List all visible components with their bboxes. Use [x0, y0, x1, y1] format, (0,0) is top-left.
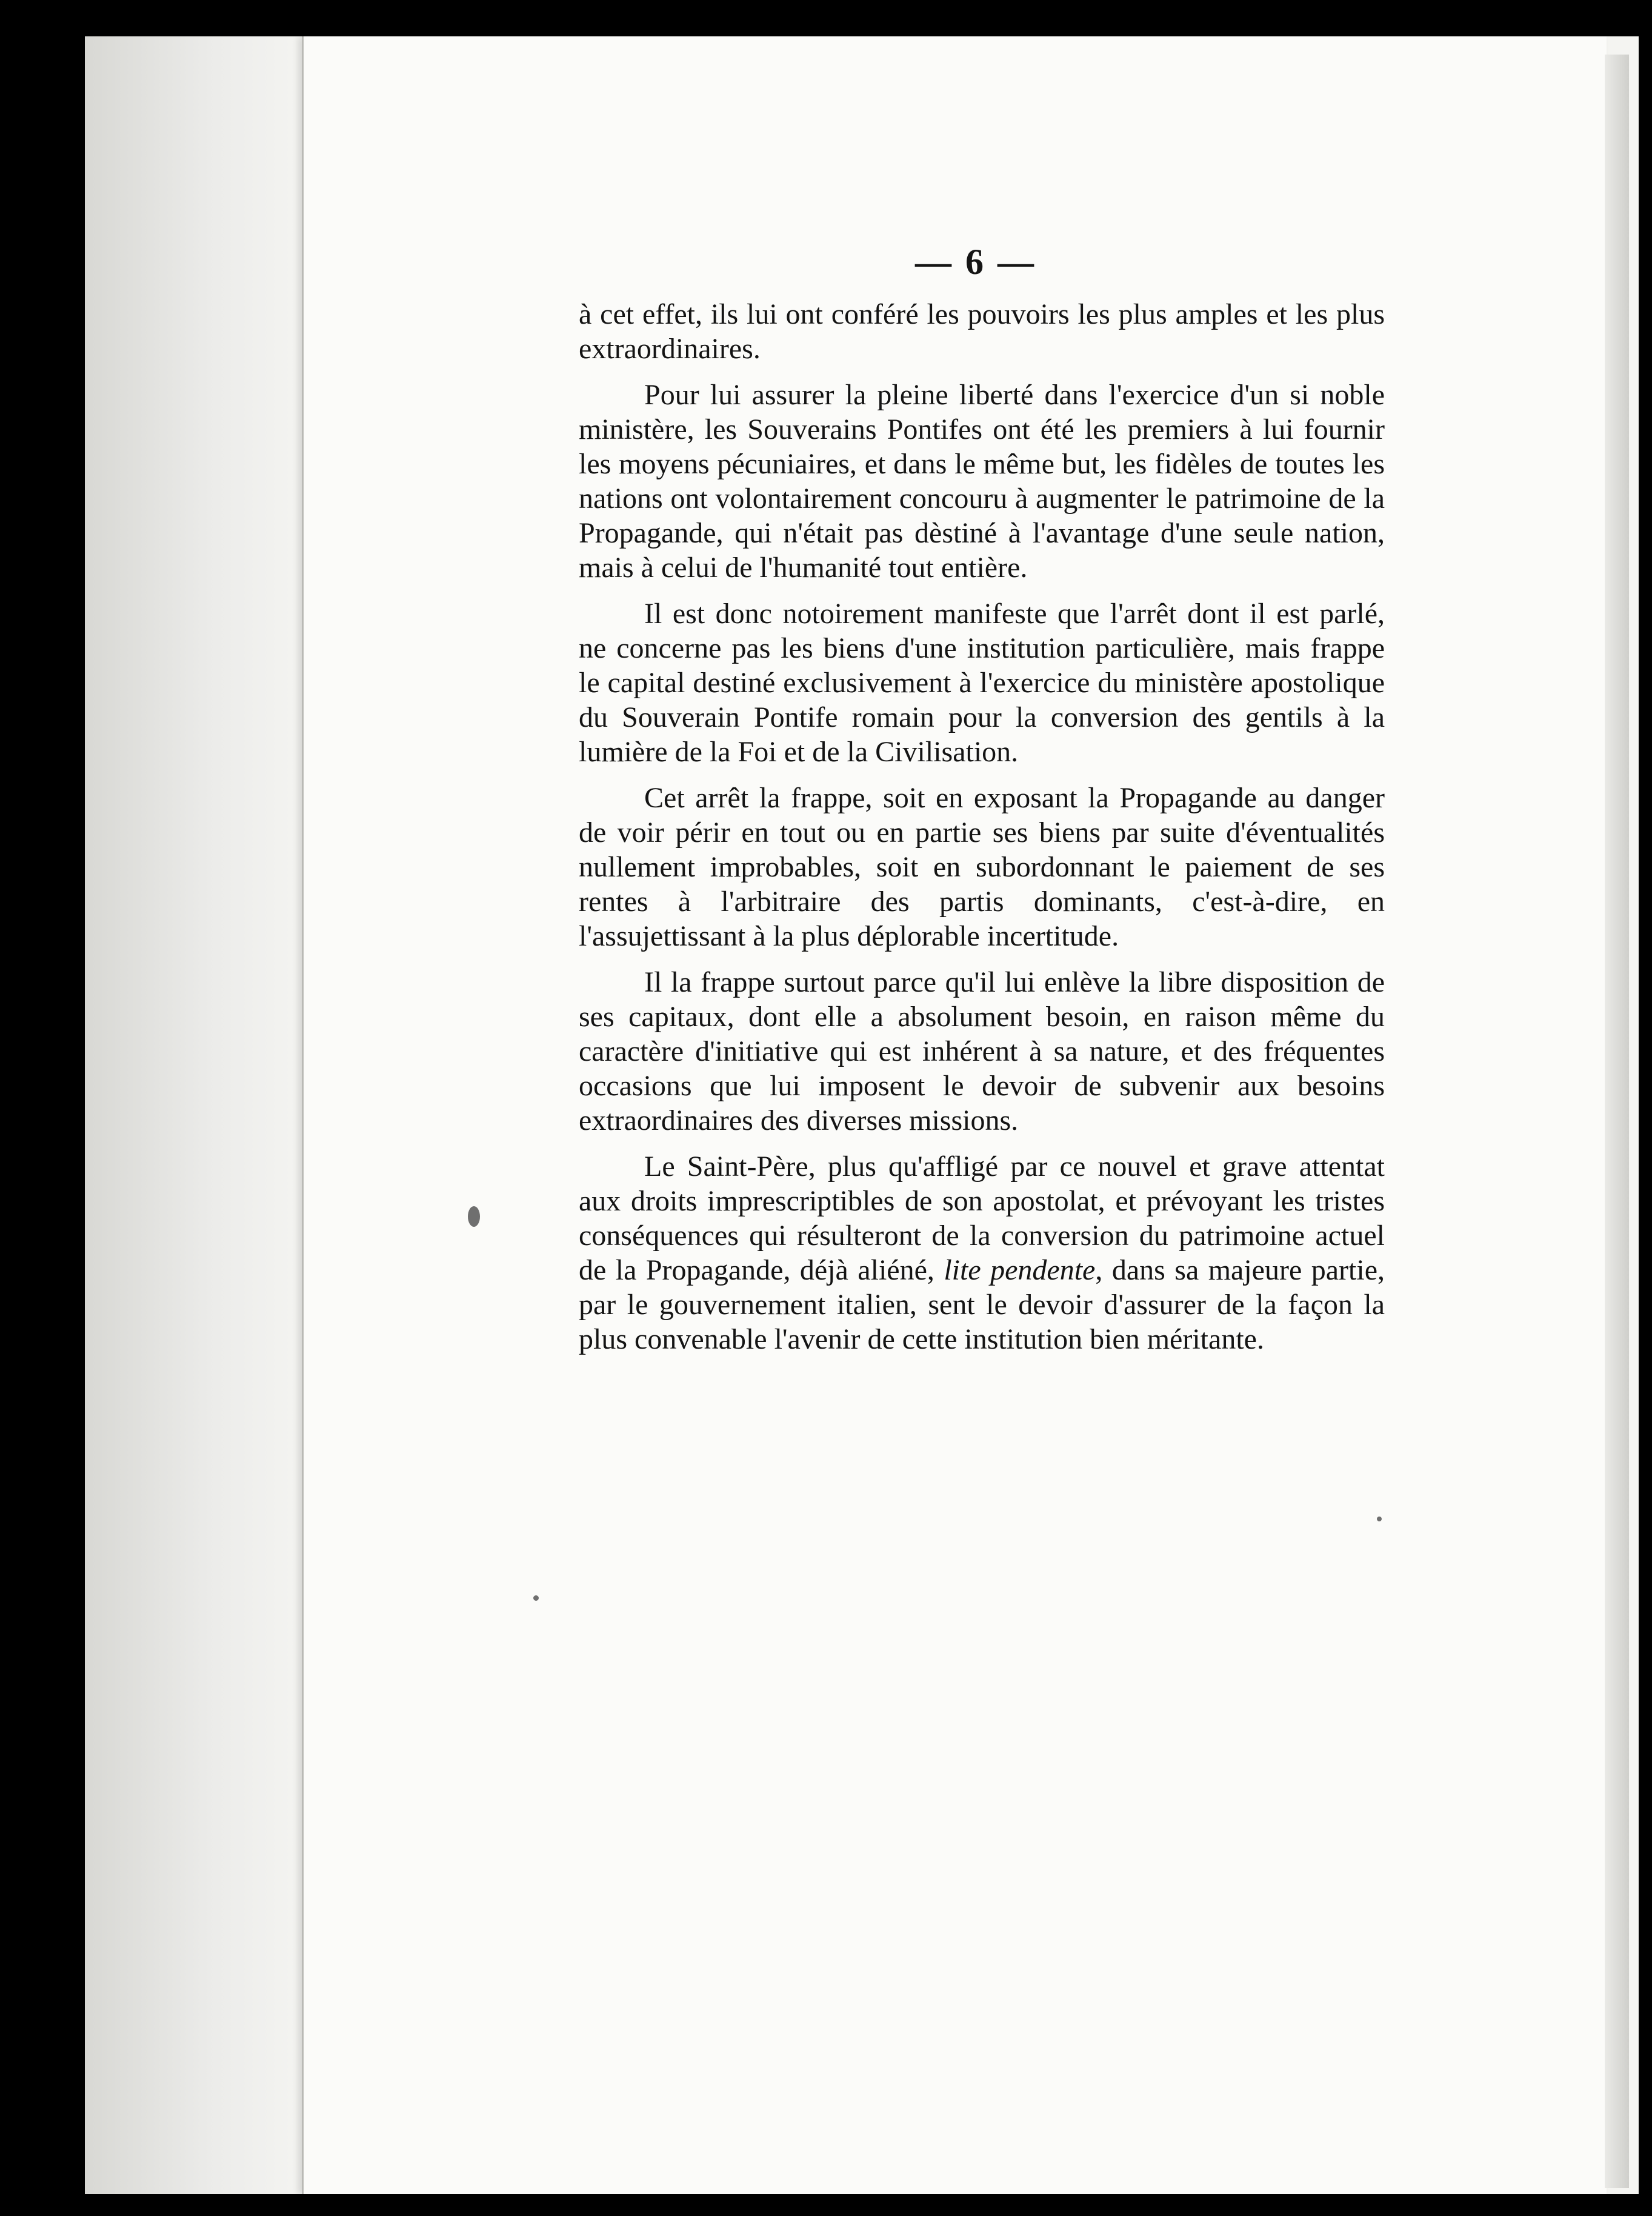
binding-shadow	[85, 36, 303, 2194]
paragraph: Cet arrêt la frappe, soit en exposant la Propagande au danger de voir périr en tout ou en partie ses biens par suite d'éventualités nullement improbables, soit en subordonnant le paiement de ses rentes à l'arbitraire des partis dominants, c'est-à-dire, en l'assujettissant à la plus déplorable incertitude.	[579, 782, 1385, 952]
paragraph: Pour lui assurer la pleine liberté dans l'exercice d'un si noble ministère, les Souverains Pontifes ont été les premiers à lui fournir les moyens pécuniaires, et dans le même but, les fidèles de toutes les nations ont volontairement concouru à augmenter le patrimoine de la Propagande, qui n'était pas dèstiné à l'avantage d'une seule nation, mais à celui de l'humanité tout entière.	[579, 379, 1385, 584]
paragraph: à cet effet, ils lui ont conféré les pouvoirs les plus amples et les plus extraordinaires.	[579, 298, 1385, 365]
ink-blot	[468, 1206, 480, 1227]
paragraph: Il est donc notoirement manifeste que l'arrêt dont il est parlé, ne concerne pas les biens d'une institution particulière, mais frappe le capital destiné exclusivement à l'exercice du ministère apostolique du Souverain Pontife romain pour la conversion des gentils à la lumière de la Foi et de la Civilisation.	[579, 598, 1385, 768]
body-text	[579, 297, 1385, 1368]
italic-phrase: lite pendente	[944, 1254, 1096, 1286]
ink-dot	[533, 1595, 539, 1601]
paragraph	[579, 1149, 1385, 1357]
page-number: — 6 —	[915, 242, 1036, 282]
paragraph: Il la frappe surtout parce qu'il lui enlève la libre disposition de ses capitaux, dont elle a absolument besoin, en raison même du caractère d'initiative qui est inhérent à sa nature, et des fréquentes occasions que lui imposent le devoir de subvenir aux besoins extraordinaires des diverses missions.	[579, 966, 1385, 1136]
ink-dot	[1377, 1517, 1382, 1521]
paragraph-text: Le Saint-Père, plus qu'affligé par ce nouvel et grave attentat aux droits imprescriptibles de son apostolat, et prévoyant les tristes conséquences qui résulteront de la conversion du patrimoine actuel de la Propagande, déjà aliéné,	[579, 1150, 1385, 1286]
page-edge	[1605, 55, 1629, 2188]
paragraph-text: , dans sa majeure partie, par le gouvernement italien, sent le devoir d'assurer de la façon la plus convenable l'avenir de cette institution bien méritante.	[579, 1254, 1385, 1355]
